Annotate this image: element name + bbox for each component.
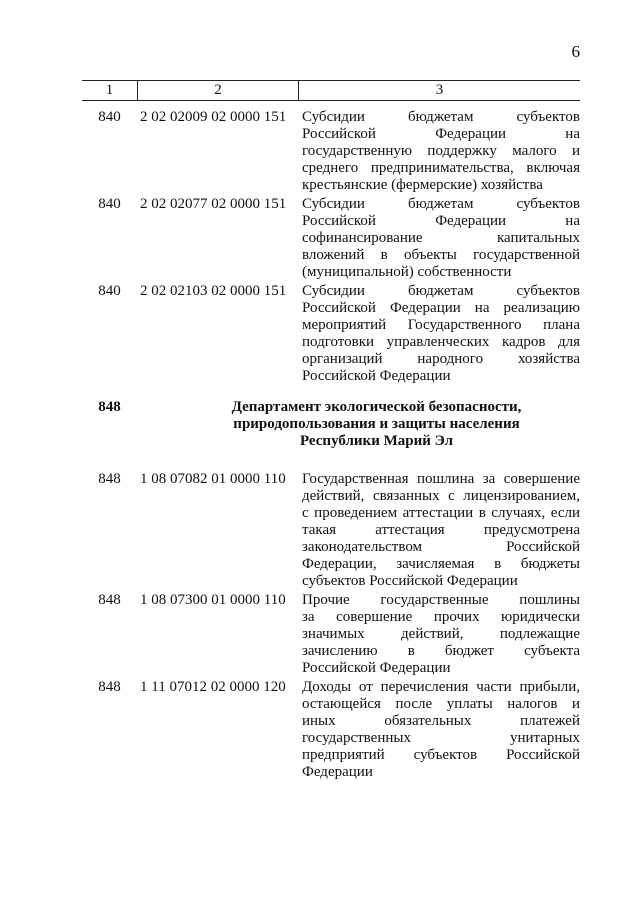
description-line: предприятий субъектов Российской bbox=[302, 747, 580, 763]
header-col-2: 2 bbox=[138, 81, 299, 100]
department-row bbox=[82, 399, 580, 450]
budget-classification-code: 2 02 02009 02 0000 151 bbox=[140, 109, 287, 125]
admin-code: 840 bbox=[98, 196, 121, 212]
description-line: Федерации, зачисляемая в бюджеты bbox=[302, 556, 580, 572]
description-line: Субсидии бюджетам субъектов bbox=[302, 196, 580, 212]
description-line: Российской Федерации на bbox=[302, 213, 580, 229]
description-line: иных обязательных платежей bbox=[302, 713, 580, 729]
revenue-description bbox=[300, 196, 580, 281]
revenue-description bbox=[300, 471, 580, 590]
description-line: крестьянские (фермерские) хозяйства bbox=[302, 177, 543, 193]
budget-classification-code: 1 08 07082 01 0000 110 bbox=[140, 471, 286, 487]
description-line: Государственная пошлина за совершение bbox=[302, 471, 580, 487]
description-line: Субсидии бюджетам субъектов bbox=[302, 283, 580, 299]
description-line: остающейся после уплаты налогов и bbox=[302, 696, 580, 712]
revenue-description bbox=[300, 592, 580, 677]
revenue-description bbox=[300, 679, 580, 781]
description-line: Российской Федерации на bbox=[302, 126, 580, 142]
revenue-description bbox=[300, 283, 580, 385]
description-line: Субсидии бюджетам субъектов bbox=[302, 109, 580, 125]
description-line: зачислению в бюджет субъекта bbox=[302, 643, 580, 659]
budget-classification-code: 2 02 02077 02 0000 151 bbox=[140, 196, 287, 212]
revenue-description bbox=[300, 109, 580, 194]
table-row bbox=[82, 679, 580, 781]
department-title bbox=[137, 399, 580, 450]
description-line: софинансирование капитальных bbox=[302, 230, 580, 246]
description-line: Доходы от перечисления части прибыли, bbox=[302, 679, 580, 695]
header-col-3: 3 bbox=[435, 82, 444, 98]
department-title-line: Республики Марий Эл bbox=[299, 433, 454, 449]
description-line: мероприятий Государственного плана bbox=[302, 317, 580, 333]
description-line: за совершение прочих юридически bbox=[302, 609, 580, 625]
table-body bbox=[82, 109, 580, 783]
table-row bbox=[82, 592, 580, 677]
budget-classification-code: 1 11 07012 02 0000 120 bbox=[140, 679, 286, 695]
department-title-line: природопользования и защиты населения bbox=[233, 416, 520, 432]
table-row bbox=[82, 283, 580, 385]
description-line: Федерации bbox=[302, 764, 373, 780]
rows-group-a bbox=[82, 109, 580, 385]
department-title-line: Департамент экологической безопасности, bbox=[231, 399, 522, 415]
header-col-1: 1 bbox=[82, 81, 138, 100]
page-number: 6 bbox=[571, 42, 580, 61]
admin-code: 840 bbox=[98, 283, 121, 299]
description-line: подготовки управленческих кадров для bbox=[302, 334, 580, 350]
description-line: организаций народного хозяйства bbox=[302, 351, 580, 367]
description-line: среднего предпринимательства, включая bbox=[302, 160, 580, 176]
table-header bbox=[82, 80, 580, 101]
description-line: такая аттестация предусмотрена bbox=[302, 522, 580, 538]
admin-code: 848 bbox=[98, 679, 121, 695]
description-line: государственную поддержку малого и bbox=[302, 143, 580, 159]
description-line: субъектов Российской Федерации bbox=[302, 573, 518, 589]
description-line: вложений в объекты государственной bbox=[302, 247, 580, 263]
table-row bbox=[82, 471, 580, 590]
description-line: (муниципальной) собственности bbox=[302, 264, 512, 280]
description-line: Прочие государственные пошлины bbox=[302, 592, 580, 608]
description-line: действий, связанных с лицензированием, bbox=[302, 488, 580, 504]
budget-classification-code: 2 02 02103 02 0000 151 bbox=[140, 283, 287, 299]
department-admin-code: 848 bbox=[98, 399, 121, 415]
admin-code: 848 bbox=[98, 471, 121, 487]
description-line: значимых действий, подлежащие bbox=[302, 626, 580, 642]
description-line: Российской Федерации bbox=[302, 368, 451, 384]
table-row bbox=[82, 196, 580, 281]
description-line: Российской Федерации bbox=[302, 660, 451, 676]
description-line: с проведением аттестации в случаях, если bbox=[302, 505, 580, 521]
rows-group-b bbox=[82, 471, 580, 781]
description-line: законодательством Российской bbox=[302, 539, 580, 555]
admin-code: 848 bbox=[98, 592, 121, 608]
description-line: государственных унитарных bbox=[302, 730, 580, 746]
admin-code: 840 bbox=[98, 109, 121, 125]
table-row bbox=[82, 109, 580, 194]
description-line: Российской Федерации на реализацию bbox=[302, 300, 580, 316]
budget-classification-code: 1 08 07300 01 0000 110 bbox=[140, 592, 286, 608]
